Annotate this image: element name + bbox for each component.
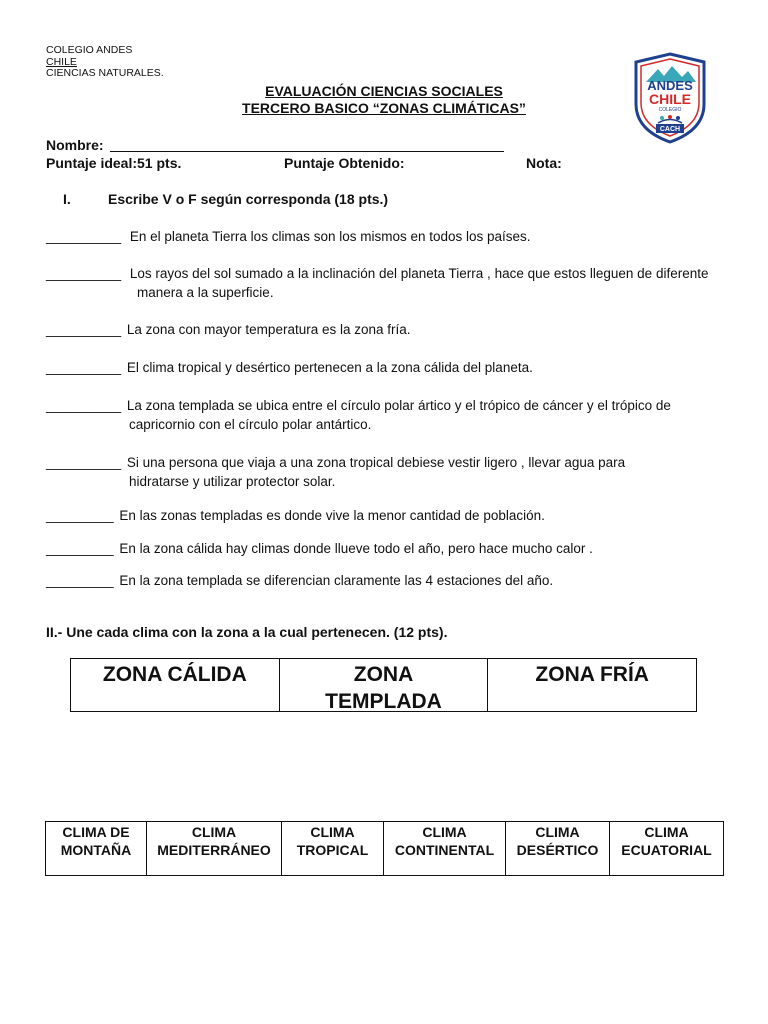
nombre-label: Nombre:	[46, 137, 104, 153]
question-text: En el planeta Tierra los climas son los mismos en todos los países.	[129, 229, 531, 244]
question-text: Los rayos del sol sumado a la inclinación del planeta Tierra , hace que estos lleguen de diferente	[129, 266, 709, 281]
question-text: En la zona templada se diferencian claramente las 4 estaciones del año.	[119, 573, 554, 588]
puntaje-ideal-label: Puntaje ideal:51 pts.	[46, 155, 182, 171]
climate-continental: CLIMA CONTINENTAL	[384, 822, 506, 875]
answer-blank[interactable]: _________	[46, 508, 114, 523]
section1-number: I.	[63, 191, 71, 207]
school-subject: CIENCIAS NATURALES.	[46, 67, 164, 79]
answer-blank[interactable]: __________	[46, 229, 122, 244]
question-text-continued: manera a la superficie.	[137, 285, 274, 300]
question-5	[46, 396, 671, 434]
climate-desertico: CLIMA DESÉRTICO	[506, 822, 610, 875]
question-text-continued: capricornio con el círculo polar antártico.	[129, 417, 372, 432]
question-6	[46, 453, 625, 491]
question-text: Si una persona que viaja a una zona tropical debiese vestir ligero , llevar agua para	[126, 455, 626, 470]
zone-templada: ZONA TEMPLADA	[280, 659, 489, 711]
school-header	[46, 45, 164, 80]
nombre-answer-line[interactable]	[110, 151, 504, 152]
puntaje-obtenido-label: Puntaje Obtenido:	[284, 155, 405, 171]
climate-montana: CLIMA DE MONTAÑA	[46, 822, 147, 875]
zone-calida: ZONA CÁLIDA	[71, 659, 280, 711]
logo-text-chile: CHILE	[649, 91, 691, 107]
question-9	[46, 571, 553, 590]
climate-ecuatorial: CLIMA ECUATORIAL	[621, 824, 712, 858]
question-text: En la zona cálida hay climas donde llueve todo el año, pero hace mucho calor .	[119, 541, 593, 556]
question-2	[46, 264, 708, 302]
answer-blank[interactable]: _________	[46, 541, 114, 556]
question-text: La zona con mayor temperatura es la zona fría.	[126, 322, 411, 337]
answer-blank[interactable]: _________	[46, 573, 114, 588]
zones-table	[70, 658, 697, 712]
question-1	[46, 227, 531, 246]
question-text: En las zonas templadas es donde vive la menor cantidad de población.	[119, 508, 545, 523]
school-country: CHILE	[46, 55, 77, 68]
question-3	[46, 320, 411, 339]
answer-blank[interactable]: __________	[46, 266, 122, 281]
document-title: EVALUACIÓN CIENCIAS SOCIALES	[265, 83, 503, 99]
answer-blank[interactable]: __________	[46, 360, 122, 375]
answer-blank[interactable]: __________	[46, 322, 122, 337]
section1-title: Escribe V o F según corresponda (18 pts.)	[108, 191, 389, 207]
question-text: La zona templada se ubica entre el círculo polar ártico y el trópico de cáncer y el trópico de	[126, 398, 671, 413]
school-name: COLEGIO ANDES	[46, 44, 133, 56]
question-text-continued: hidratarse y utilizar protector solar.	[129, 474, 336, 489]
logo-text-andes: ANDES	[647, 78, 693, 93]
climate-tropical: CLIMA TROPICAL	[282, 822, 384, 875]
logo-text-colegio: COLEGIO	[658, 107, 682, 113]
climate-mediterraneo: CLIMA MEDITERRÁNEO	[147, 822, 282, 875]
logo-text-cach: CACH	[659, 126, 681, 133]
climates-table	[45, 821, 724, 876]
section2-title: II.- Une cada clima con la zona a la cual pertenecen. (12 pts).	[46, 624, 448, 640]
answer-blank[interactable]: __________	[46, 398, 122, 413]
answer-blank[interactable]: __________	[46, 455, 122, 470]
question-4	[46, 358, 533, 377]
document-subtitle: TERCERO BASICO “ZONAS CLIMÁTICAS”	[242, 100, 526, 116]
zone-fria: ZONA FRÍA	[535, 663, 649, 686]
question-8	[46, 539, 593, 558]
question-text: El clima tropical y desértico pertenecen a la zona cálida del planeta.	[126, 360, 533, 375]
question-7	[46, 506, 545, 525]
nota-label: Nota:	[526, 155, 562, 171]
